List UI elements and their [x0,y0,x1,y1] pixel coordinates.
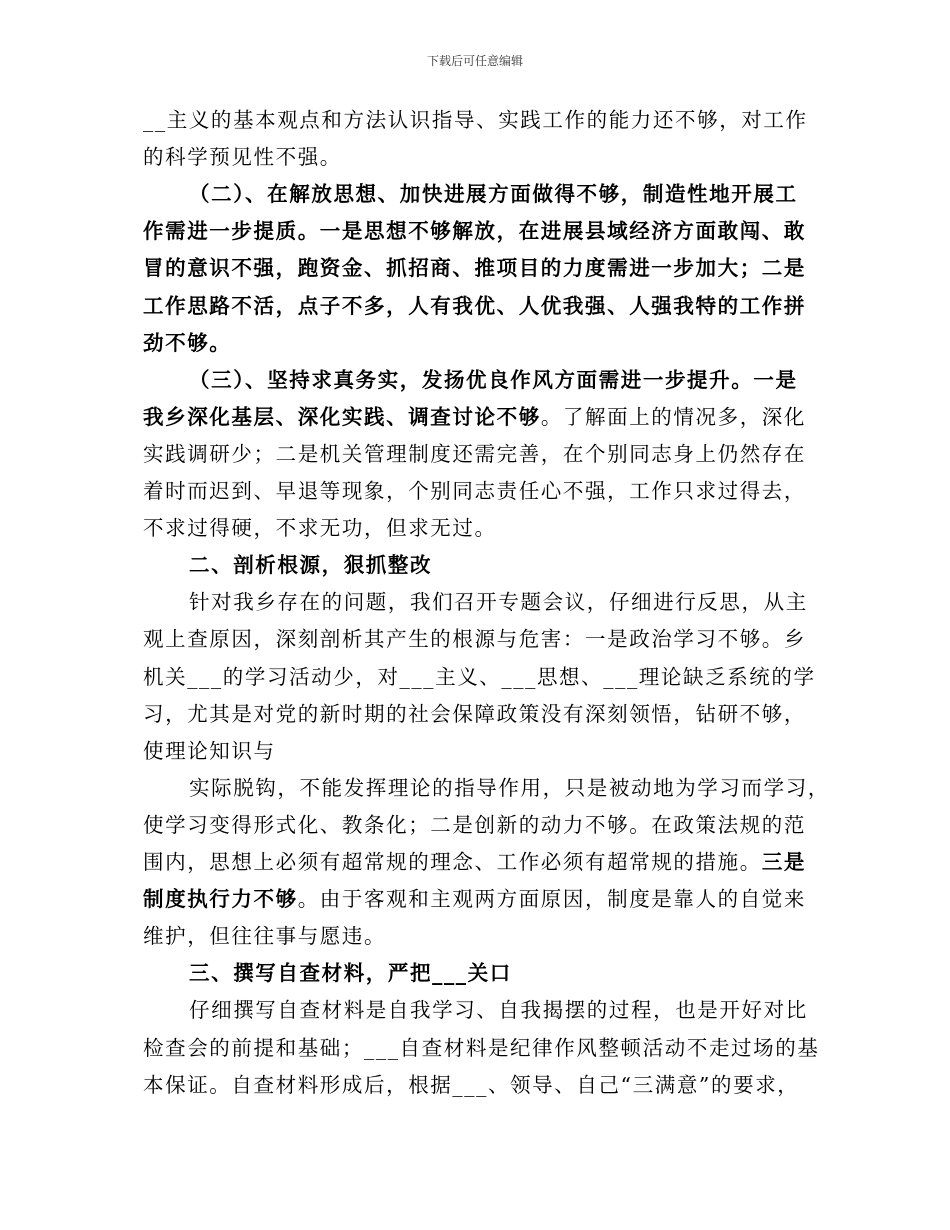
text-run: 实践调研少；二是机关管理制度还需完善，在个别同志身上仍然存在 [143,441,806,466]
text-run: 作需进一步提质。一是思想不够解放，在进展县域经济方面敢闯、敢 [143,219,806,244]
text-run: 围内，思想上必须有超常规的理念、工作必须有超常规的措施。 [143,850,762,874]
text-line [143,292,806,320]
text-line [143,477,806,505]
text-run: 仔细撰写自查材料是自我学习、自我揭摆的过程，也是开好对比 [189,998,808,1023]
text-run: 我乡深化基层、深化实践、调查讨论不够 [143,404,541,429]
text-line [143,440,806,468]
text-line [189,180,798,208]
text-line [143,143,342,171]
text-line [189,551,432,579]
text-line [143,254,806,282]
page-header-note: 下载后可任意编辑 [426,54,523,68]
text-line [143,625,806,653]
text-run: 检查会的前提和基础；___自查材料是纪律作风整顿活动不走过场的基 [143,1035,820,1060]
text-run: __主义的基本观点和方法认识指导、实践工作的能力还不够，对工作 [143,108,808,132]
text-line [143,1034,819,1062]
text-line [143,106,808,134]
text-run: 三、撰写自查材料，严把___关口 [189,961,512,986]
text-line [189,588,808,616]
text-line [143,403,806,431]
text-run-bold: 三是 [761,850,807,874]
text-line [143,700,806,728]
text-line [189,366,798,394]
text-line [189,996,808,1024]
text-run: 劲不够。 [143,330,232,355]
text-line [143,217,806,245]
text-line [143,329,231,357]
text-run: 冒的意识不强，跑资金、抓招商、推项目的力度需进一步加大；二是 [143,256,806,281]
text-line [189,774,830,802]
text-run: 维护，但往往事与愿违。 [143,924,387,949]
text-run: 习，尤其是对党的新时期的社会保障政策没有深刻领悟，钻研不够， [143,701,806,726]
text-line [143,885,806,913]
text-run: 观上查原因，深刻剖析其产生的根源与危害：一是政治学习不够。乡 [143,627,806,652]
text-run: （三）、坚持求真务实，发扬优良作风方面需进一步提升。一是 [189,367,798,392]
text-run: 工作思路不活，点子不多，人有我优、人优我强、人强我特的工作拼 [143,293,806,318]
text-run: 使理论知识与 [143,738,276,763]
text-line [143,811,806,839]
text-run: （二）、在解放思想、加快进展方面做得不够，制造性地开展工 [189,182,798,207]
text-run: 着时而迟到、早退等现象，个别同志责任心不强，工作只求过得去， [143,479,806,503]
text-line [143,737,276,765]
text-line [143,1071,799,1099]
text-run: 使学习变得形式化、教条化；二是创新的动力不够。在政策法规的范 [143,812,806,837]
text-run: 二、剖析根源，狠抓整改 [189,553,433,578]
text-run: 。由于客观和主观两方面原因，制度是靠人的自觉来 [297,887,807,912]
text-run: 不求过得硬，不求无功，但求无过。 [143,516,497,541]
text-line [143,848,806,876]
text-line [143,663,816,691]
text-line [143,514,497,542]
text-run: 针对我乡存在的问题，我们召开专题会议，仔细进行反思，从主 [189,590,808,615]
text-line [189,959,512,987]
text-run: 制度执行力不够 [143,887,298,912]
text-run: 本保证。自查材料形成后，根据___、领导、自己“三满意”的要求， [143,1072,800,1097]
text-run: 的科学预见性不强。 [143,145,342,170]
text-run: 机关___的学习活动少，对___主义、___思想、___理论缺乏系统的学 [143,664,816,689]
text-run: 实际脱钩，不能发挥理论的指导作用，只是被动地为学习而学习， [189,775,830,800]
text-run: 。了解面上的情况多，深化 [540,404,807,429]
text-line [143,922,386,950]
